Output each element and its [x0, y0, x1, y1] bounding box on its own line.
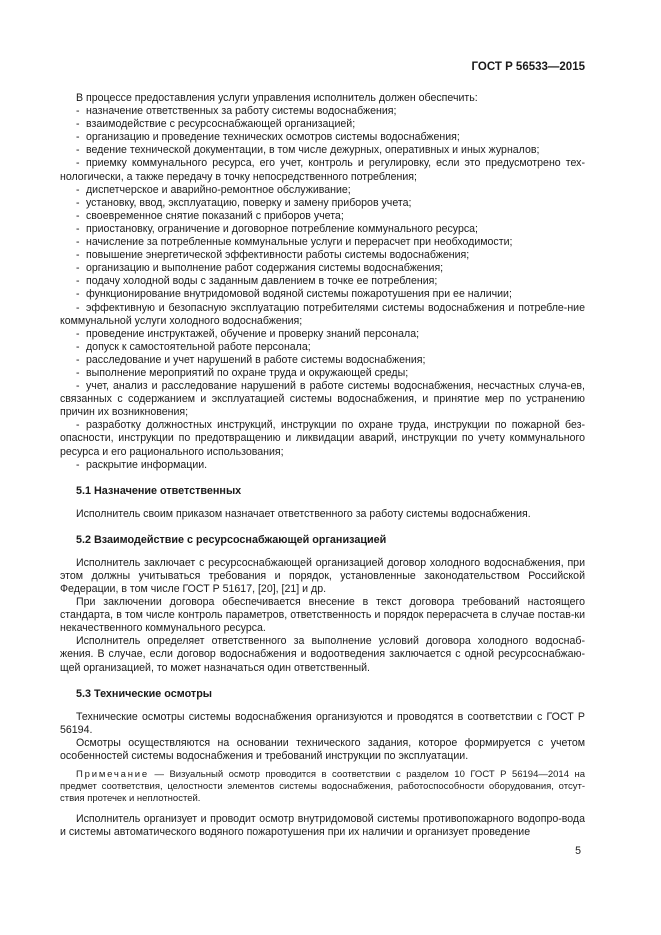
list-item-text: приемку коммунального ресурса, его учет, контроль и регулировку, если это предусмотрено тех-нологически, а также передачу в точку непосредственного потребления;	[60, 157, 585, 183]
list-item	[60, 354, 585, 367]
list-item	[60, 288, 585, 301]
list-dash: -	[76, 131, 80, 144]
list-item	[60, 367, 585, 380]
list-dash: -	[76, 366, 80, 379]
list-item-text: подачу холодной воды с заданным давлением в точке ее потребления;	[86, 275, 438, 288]
list-dash: -	[76, 419, 80, 432]
list-item-text: диспетчерское и аварийно-ремонтное обслуживание;	[86, 183, 351, 196]
list-item	[60, 184, 585, 197]
list-item-text: назначение ответственных за работу системы водоснабжения;	[86, 105, 397, 118]
list-item	[60, 459, 585, 472]
list-dash: -	[76, 105, 80, 118]
list-item-text: организацию и выполнение работ содержания системы водоснабжения;	[86, 262, 444, 275]
list-item	[60, 210, 585, 223]
list-item-text: эффективную и безопасную эксплуатацию потребителями системы водоснабжения и потребле-ние коммунальной услуги холодного водоснабжения;	[60, 301, 585, 327]
list-item-text: разработку должностных инструкций, инструкции по охране труда, инструкции по пожарной без-опасности, инструкции по предотвращению и ликвидации аварий, инструкции по учету коммунального ресурса и его рационального использования;	[60, 419, 585, 458]
list-item-text: ведение технической документации, в том числе дежурных, оперативных и иных журналов;	[86, 144, 540, 157]
list-dash: -	[76, 327, 80, 340]
list-item	[60, 105, 585, 118]
list-item	[60, 328, 585, 341]
list-dash: -	[76, 183, 80, 196]
list-item-text: установку, ввод, эксплуатацию, поверку и замену приборов учета;	[86, 196, 412, 209]
section-5-2-paragraph-3: Исполнитель определяет ответственного за выполнение условий договора холодного водоснаб-жения. В случае, если договор водоснабжения и водоотведения заключается с одной ресурсоснабжаю-щей организацией, то может назначаться один ответственный.	[60, 635, 585, 674]
list-item-text: расследование и учет нарушений в работе системы водоснабжения;	[86, 353, 426, 366]
section-5-2-title: 5.2 Взаимодействие с ресурсоснабжающей организацией	[76, 533, 387, 546]
list-item-text: взаимодействие с ресурсоснабжающей организацией;	[86, 118, 356, 131]
list-item	[60, 118, 585, 131]
section-5-3-title: 5.3 Технические осмотры	[76, 687, 213, 700]
note-label: Примечание	[76, 769, 149, 781]
list-item-text: допуск к самостоятельной работе персонала;	[86, 340, 311, 353]
list-item	[60, 131, 585, 144]
list-item-text: проведение инструктажей, обучение и проверку знаний персонала;	[86, 327, 420, 340]
list-item	[60, 144, 585, 157]
list-item	[60, 223, 585, 236]
standard-header: ГОСТ Р 56533—2015	[471, 61, 585, 73]
note-text: — Визуальный осмотр проводится в соответствии с разделом 10 ГОСТ Р 56194—2014 на предмет соответствия, целостности элементов системы водоснабжения, работоспособности оборудования, отсут-ствия протечек и неплотностей.	[60, 769, 585, 805]
section-5-3-paragraph-1: Технические осмотры системы водоснабжения организуются и проводятся в соответствии с ГОСТ Р 56194.	[60, 710, 585, 736]
list-item-text: повышение энергетической эффективности работы системы водоснабжения;	[86, 249, 470, 262]
list-dash: -	[76, 288, 80, 301]
list-item-text: учет, анализ и расследование нарушений в работе системы водоснабжения, несчастных случа-ев, связанных с содержанием и эксплуатацией системы водоснабжения, и принятие мер по устранению причин их возникновения;	[60, 380, 585, 419]
list-dash: -	[76, 157, 80, 170]
list-item-text: выполнение мероприятий по охране труда и окружающей среды;	[86, 366, 409, 379]
intro-paragraph: В процессе предоставления услуги управления исполнитель должен обеспечить:	[76, 92, 478, 104]
list-item	[60, 249, 585, 262]
list-item-text: раскрытие информации.	[86, 458, 208, 471]
list-item-text: организацию и проведение технических осмотров системы водоснабжения;	[86, 131, 460, 144]
list-item-text: начисление за потребленные коммунальные услуги и перерасчет при необходимости;	[86, 236, 513, 249]
list-item	[60, 262, 585, 275]
list-item	[60, 302, 585, 328]
list-dash: -	[76, 144, 80, 157]
list-dash: -	[76, 262, 80, 275]
list-dash: -	[76, 380, 80, 393]
section-5-2-paragraph-2: При заключении договора обеспечивается внесение в текст договора требований настоящего стандарта, в том числе контроль параметров, ответственность и порядок перерасчета в случае постав-ки некачественного коммунального ресурса.	[60, 596, 585, 635]
list-dash: -	[76, 353, 80, 366]
section-5-3-paragraph-2: Осмотры осуществляются на основании технического задания, которое формируется с учетом особенностей системы водоснабжения и требований инструкции по эксплуатации.	[60, 736, 585, 762]
note-paragraph	[60, 769, 585, 805]
page-content	[60, 92, 585, 839]
list-item	[60, 419, 585, 458]
list-item	[60, 380, 585, 419]
list-item	[60, 157, 585, 183]
list-item-text: приостановку, ограничение и договорное потребление коммунального ресурса;	[86, 222, 478, 235]
list-dash: -	[76, 249, 80, 262]
list-item	[60, 275, 585, 288]
page-number: 5	[575, 845, 581, 857]
list-item	[60, 341, 585, 354]
list-item	[60, 236, 585, 249]
list-item	[60, 197, 585, 210]
list-dash: -	[76, 196, 80, 209]
list-dash: -	[76, 236, 80, 249]
list-dash: -	[76, 458, 80, 471]
list-dash: -	[76, 222, 80, 235]
section-5-3-paragraph-3: Исполнитель организует и проводит осмотр внутридомовой системы противопожарного водопро-вода и системы автоматического водяного пожаротушения при их наличии и организует проведение	[60, 813, 585, 839]
list-item-text: своевременное снятие показаний с приборов учета;	[86, 209, 344, 222]
list-dash: -	[76, 301, 80, 314]
list-dash: -	[76, 275, 80, 288]
obligations-list	[60, 105, 585, 472]
section-5-1-title: 5.1 Назначение ответственных	[76, 484, 242, 497]
list-dash: -	[76, 118, 80, 131]
section-5-1-paragraph: Исполнитель своим приказом назначает ответственного за работу системы водоснабжения.	[76, 507, 531, 520]
list-dash: -	[76, 340, 80, 353]
list-dash: -	[76, 209, 80, 222]
list-item-text: функционирование внутридомовой водяной системы пожаротушения при ее наличии;	[86, 288, 512, 301]
section-5-2-paragraph-1: Исполнитель заключает с ресурсоснабжающей организацией договор холодного водоснабжения, при этом должны учитываться требования и порядок, установленные законодательством Российской Федерации, в том числе ГОСТ Р 51617, [20], [21] и др.	[60, 556, 585, 595]
